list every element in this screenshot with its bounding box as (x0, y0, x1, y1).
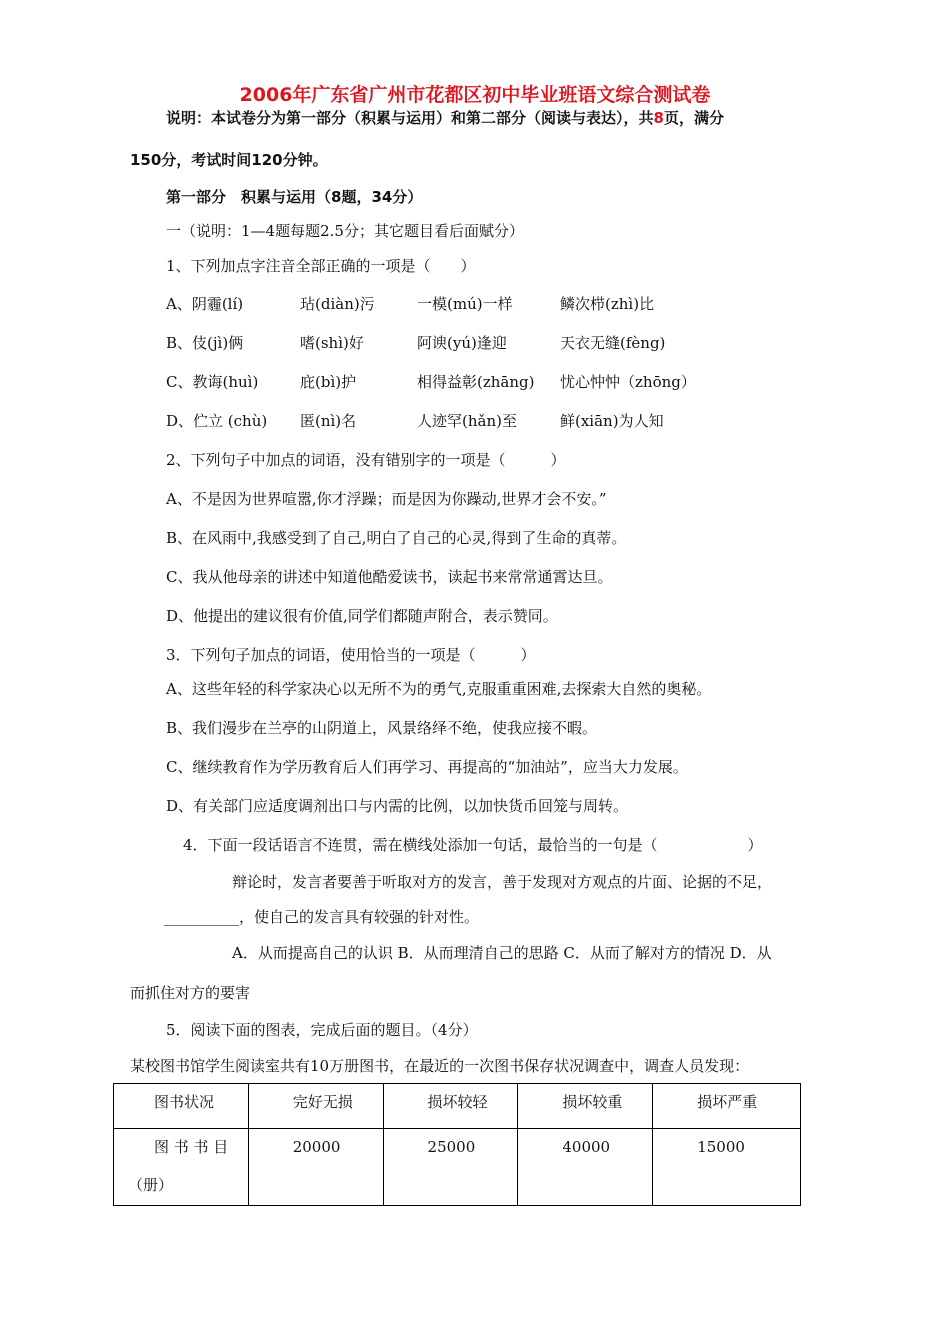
q1-row-c-col1: C、教诲(huì) (166, 373, 259, 391)
q2-option-a: A、不是因为世界喧嚣,你才浮躁；而是因为你躁动,世界才会不安。” (166, 490, 607, 508)
q1-row-b-col4: 天衣无缝(fèng) (560, 334, 666, 352)
table-header-cell: 损坏较重 (518, 1084, 653, 1129)
table-header-cell: 损坏严重 (653, 1084, 801, 1129)
q2-option-d: D、他提出的建议很有价值,同学们都随声附合，表示赞同。 (166, 607, 558, 625)
q2-stem: 2、下列句子中加点的词语，没有错别字的一项是（ ） (166, 451, 566, 469)
q1-row-d-col3: 人迹罕(hǎn)至 (417, 412, 517, 430)
instructions-suffix: 页，满分 (663, 109, 724, 127)
q5-stem: 5．阅读下面的图表，完成后面的题目。（4分） (166, 1021, 478, 1039)
q1-row-c-col3: 相得益彰(zhāng) (417, 373, 535, 391)
exam-instructions (166, 108, 724, 128)
q3-option-c: C、继续教育作为学历教育后人们再学习、再提高的“加油站”，应当大力发展。 (166, 758, 688, 776)
q1-row-a-col4: 鳞次栉(zhì)比 (560, 295, 655, 313)
table-cell: 15000 (653, 1129, 801, 1206)
table-header-row (114, 1084, 801, 1129)
q1-row-b-col3: 阿谀(yú)逢迎 (417, 334, 507, 352)
q5-context: 某校图书馆学生阅读室共有10万册图书，在最近的一次图书保存状况调查中，调查人员发现： (130, 1057, 750, 1075)
q1-row-d-col4: 鲜(xiān)为人知 (560, 412, 664, 430)
section1-note: 一（说明：1—4题每题2.5分；其它题目看后面赋分） (166, 222, 524, 240)
table-row-label: 图 书 书 目 （册） (114, 1129, 249, 1206)
page-count: 8 (653, 109, 664, 127)
q4-passage-line-1: 辩论时，发言者要善于听取对方的发言，善于发现对方观点的片面、论据的不足， (232, 873, 773, 891)
q4-options-line-2: 而抓住对方的要害 (130, 984, 251, 1002)
page-title: 2006年广东省广州市花都区初中毕业班语文综合测试卷 (239, 84, 711, 106)
q1-row-a-col1: A、阴霾(lí) (166, 295, 244, 313)
q1-row-a-col2: 玷(diàn)污 (300, 295, 375, 313)
q2-option-c: C、我从他母亲的讲述中知道他酷爱读书，读起书来常常通霄达旦。 (166, 568, 613, 586)
q1-row-a-col3: 一模(mú)一样 (417, 295, 513, 313)
table-cell: 20000 (248, 1129, 383, 1206)
q3-option-b: B、我们漫步在兰亭的山阴道上，风景络绎不绝，使我应接不暇。 (166, 719, 598, 737)
q1-stem: 1、下列加点字注音全部正确的一项是（ ） (166, 257, 476, 275)
instructions-prefix: 说明：本试卷分为第一部分（积累与运用）和第二部分（阅读与表达），共 (166, 109, 654, 127)
table-row (114, 1129, 801, 1206)
q4-stem: 4．下面一段话语言不连贯，需在横线处添加一句话，最恰当的一句是（ ） (183, 836, 763, 854)
book-status-table (113, 1083, 801, 1206)
q1-row-c-col2: 庇(bì)护 (300, 373, 357, 391)
q1-row-d-col1: D、伫立 (chù) (166, 412, 268, 430)
q4-passage-line-2: __________，使自己的发言具有较强的针对性。 (164, 908, 480, 926)
q3-option-a: A、这些年轻的科学家决心以无所不为的勇气,克服重重困难,去探索大自然的奥秘。 (166, 680, 712, 698)
table-cell: 25000 (383, 1129, 518, 1206)
q3-option-d: D、有关部门应适度调剂出口与内需的比例，以加快货币回笼与周转。 (166, 797, 629, 815)
q1-row-c-col4: 忧心忡忡（zhōng） (560, 373, 696, 391)
q4-options-line-1: A．从而提高自己的认识 B．从而理清自己的思路 C．从而了解对方的情况 D．从 (232, 944, 772, 962)
q2-option-b: B、在风雨中,我感受到了自己,明白了自己的心灵,得到了生命的真蒂。 (166, 529, 627, 547)
table-header-cell: 图书状况 (114, 1084, 249, 1129)
q1-row-b-col2: 嗜(shì)好 (300, 334, 364, 352)
table-header-cell: 损坏较轻 (383, 1084, 518, 1129)
part1-heading: 第一部分 积累与运用（8题，34分） (166, 188, 423, 206)
instructions-line-2: 150分，考试时间120分钟。 (130, 151, 328, 169)
table-header-cell: 完好无损 (248, 1084, 383, 1129)
q3-stem: 3．下列句子加点的词语，使用恰当的一项是（ ） (166, 646, 536, 664)
q1-row-b-col1: B、伎(jì)俩 (166, 334, 244, 352)
table-cell: 40000 (518, 1129, 653, 1206)
q1-row-d-col2: 匿(nì)名 (300, 412, 357, 430)
